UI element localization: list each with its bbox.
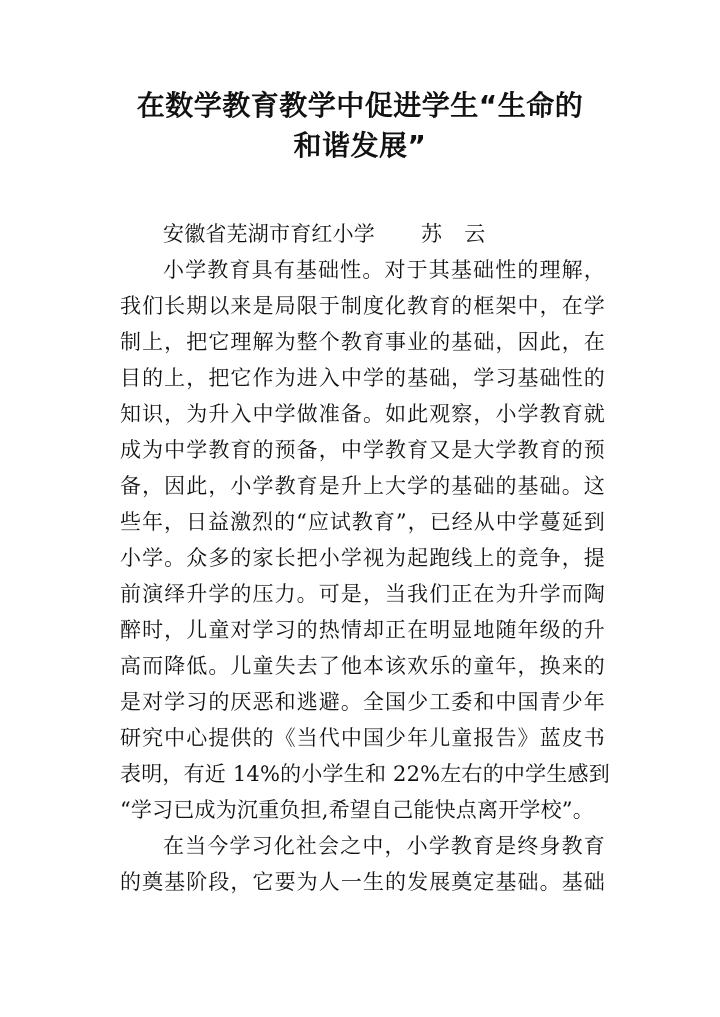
author-name-last: 云 bbox=[464, 222, 486, 246]
paragraph-line: 是对学习的厌恶和逃避。全国少工委和中国青少年 bbox=[120, 690, 605, 714]
author-school: 安徽省芜湖市育红小学 bbox=[163, 222, 375, 246]
paragraph-line: 在当今学习化社会之中，小学教育是终身教育 bbox=[163, 834, 605, 858]
paragraph-line: 制上，把它理解为整个教育事业的基础，因此，在 bbox=[120, 330, 605, 354]
paragraph-line: 前演绎升学的压力。可是，当我们正在为升学而陶 bbox=[120, 582, 605, 606]
paragraph-line: 高而降低。儿童失去了他本该欢乐的童年，换来的 bbox=[120, 654, 605, 678]
document-title-line-1: 在数学教育教学中促进学生“生命的 bbox=[136, 89, 584, 122]
document-title-line-2: 和谐发展” bbox=[293, 129, 427, 162]
paragraph-line: 研究中心提供的《当代中国少年儿童报告》蓝皮书 bbox=[120, 726, 605, 750]
paragraph-line: 我们长期以来是局限于制度化教育的框架中，在学 bbox=[120, 294, 605, 318]
paragraph-line: 备，因此，小学教育是升上大学的基础的基础。这 bbox=[120, 474, 605, 498]
paragraph-line: 小学教育具有基础性。对于其基础性的理解， bbox=[163, 258, 605, 282]
paragraph-line: “学习已成为沉重负担,希望自己能快点离开学校”。 bbox=[120, 798, 594, 822]
author-line bbox=[163, 220, 485, 248]
paragraph-line: 表明，有近 14%的小学生和 22%左右的中学生感到 bbox=[120, 762, 610, 786]
paragraph-line: 成为中学教育的预备，中学教育又是大学教育的预 bbox=[120, 438, 605, 462]
author-name-first: 苏 bbox=[421, 222, 443, 246]
paragraph-line: 目的上，把它作为进入中学的基础，学习基础性的 bbox=[120, 366, 605, 390]
paragraph-line: 知识，为升入中学做准备。如此观察，小学教育就 bbox=[120, 402, 605, 426]
paragraph-line: 醉时，儿童对学习的热情却正在明显地随年级的升 bbox=[120, 618, 605, 642]
paragraph-line: 小学。众多的家长把小学视为起跑线上的竞争，提 bbox=[120, 546, 605, 570]
paragraph-line: 的奠基阶段，它要为人一生的发展奠定基础。基础 bbox=[120, 870, 605, 894]
paragraph-line: 些年，日益激烈的“应试教育”，已经从中学蔓延到 bbox=[120, 510, 605, 534]
